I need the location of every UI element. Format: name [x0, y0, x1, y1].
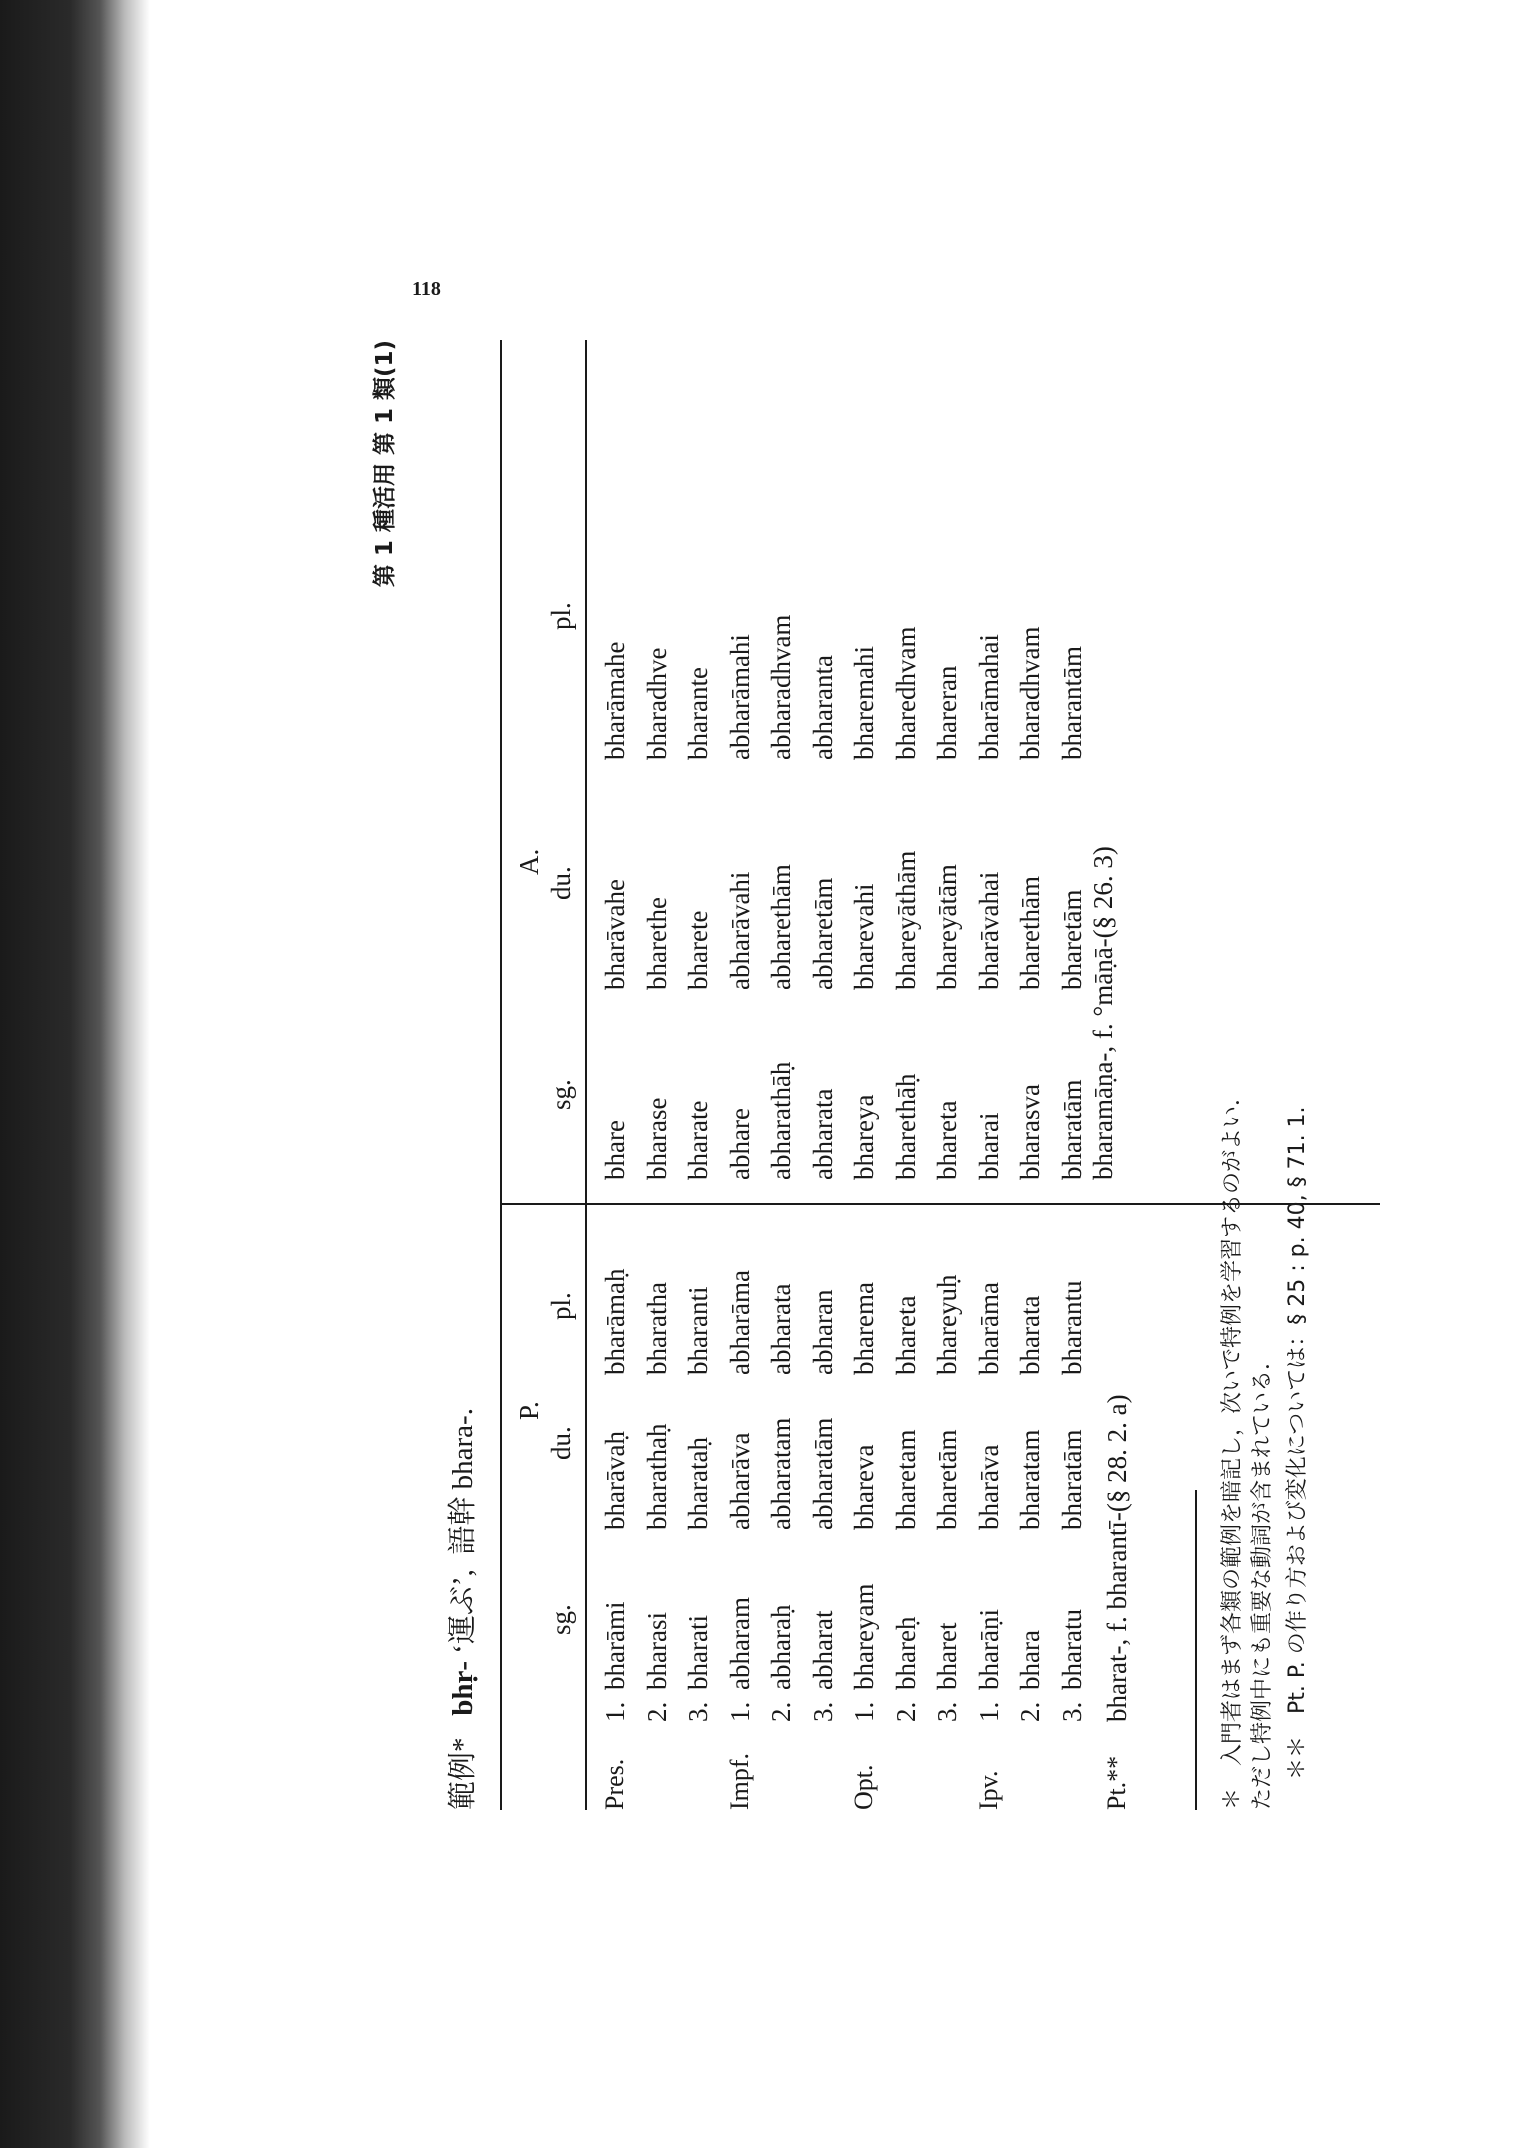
page-number: 118: [412, 278, 441, 300]
table-top-rule: [500, 340, 502, 1810]
form-a-pl: bharantām: [1056, 646, 1087, 760]
heading-root: bhṛ-: [447, 1660, 479, 1716]
person-number: 2.: [766, 1701, 796, 1722]
form-p-sg: bhareyam: [849, 1583, 879, 1690]
form-p-pl: bharanti: [683, 1286, 713, 1375]
footnote-line: ただし特例中にも重要な動詞が含まれている．: [1250, 1347, 1275, 1810]
form-p-du: abharāva: [724, 1432, 755, 1530]
person-number: 2.: [890, 1701, 921, 1722]
participle-p: bharat-, f. bharantī-(§ 28. 2. a): [1102, 1394, 1132, 1722]
form-p-sg: bharet: [932, 1622, 962, 1690]
form-a-pl: bhareran: [932, 665, 962, 760]
header-p-du: du.: [546, 1426, 576, 1460]
form-p-du: bharatām: [1056, 1429, 1087, 1530]
form-a-pl: bharadhve: [641, 647, 672, 760]
tense-label: Opt.: [849, 1764, 878, 1810]
form-a-sg: bharatām: [1056, 1079, 1087, 1180]
form-p-du: bharāva: [973, 1444, 1004, 1530]
form-p-du: bhareva: [849, 1444, 879, 1530]
form-p-du: abharatam: [766, 1417, 796, 1530]
person-number: 3.: [807, 1701, 838, 1722]
form-p-du: bharatam: [1015, 1429, 1045, 1530]
heading-stem: 語幹 bhara-.: [447, 1408, 479, 1555]
header-a-du: du.: [546, 866, 576, 900]
form-a-du: bharāvahai: [973, 871, 1004, 990]
form-a-du: bharethe: [641, 897, 672, 990]
form-p-sg: bharasi: [641, 1612, 672, 1690]
form-a-pl: bharemahi: [849, 646, 879, 760]
form-a-sg: bharethāḥ: [890, 1073, 921, 1180]
form-a-du: bharetām: [1056, 889, 1087, 990]
form-a-pl: abharadhvam: [766, 614, 796, 760]
form-p-du: bharāvaḥ: [600, 1431, 630, 1530]
form-p-pl: bharāmaḥ: [600, 1268, 630, 1375]
person-number: 1.: [973, 1701, 1004, 1722]
form-p-sg: bhareḥ: [890, 1616, 921, 1690]
form-p-sg: abharat: [807, 1610, 838, 1690]
running-head: 第 1 種活用 第 1 類(1): [372, 340, 398, 588]
form-p-sg: bharati: [683, 1615, 713, 1690]
header-p-sg: sg.: [546, 1604, 576, 1635]
form-p-pl: bhareta: [890, 1295, 921, 1375]
footnote-line: ＊＊ Pt. P. の作り方および変化については：§ 25 : p. 40, § 71. 1.: [1285, 1106, 1310, 1780]
section-heading: [440, 1408, 481, 1810]
heading-label: 範例*: [447, 1737, 479, 1810]
header-voice-a: A.: [514, 848, 544, 875]
form-a-sg: bhareta: [932, 1100, 962, 1180]
form-a-sg: bhareya: [849, 1094, 879, 1180]
form-p-sg: bhara: [1015, 1630, 1045, 1690]
header-a-sg: sg.: [546, 1079, 576, 1110]
form-a-sg: bharasva: [1015, 1084, 1045, 1180]
form-a-du: abharetām: [807, 877, 838, 990]
participle-label: Pt.**: [1102, 1755, 1131, 1810]
form-p-pl: bhareyuḥ: [932, 1274, 962, 1375]
header-a-pl: pl.: [546, 602, 576, 630]
form-p-pl: abharan: [807, 1289, 838, 1375]
tense-label: Pres.: [600, 1758, 629, 1810]
table-header-rule: [585, 340, 587, 1810]
person-number: 1.: [600, 1701, 630, 1722]
form-a-du: abharethām: [766, 864, 796, 990]
form-a-pl: abharāmahi: [724, 634, 755, 760]
form-p-sg: bharāmi: [600, 1601, 630, 1690]
form-a-du: bhareyātām: [932, 864, 962, 990]
person-number: 1.: [724, 1701, 755, 1722]
rotated-page-content: [280, 340, 1320, 1980]
form-p-pl: abharata: [766, 1283, 796, 1375]
form-a-du: abharāvahi: [724, 871, 755, 990]
form-p-du: bharetam: [890, 1429, 921, 1530]
form-a-pl: abharanta: [807, 655, 838, 760]
form-a-du: bharevahi: [849, 883, 879, 990]
footnote-rule: [1195, 1490, 1197, 1810]
form-p-sg: abharaḥ: [766, 1604, 796, 1690]
form-p-pl: bharantu: [1056, 1280, 1087, 1375]
form-a-du: bharāvahe: [600, 879, 630, 990]
form-p-pl: bharata: [1015, 1295, 1045, 1375]
form-p-du: bharathaḥ: [641, 1423, 672, 1530]
scan-binding-shadow: [0, 0, 150, 2148]
form-a-pl: bharedhvam: [890, 626, 921, 760]
form-p-pl: bharema: [849, 1282, 879, 1375]
form-a-du: bharethām: [1015, 876, 1045, 990]
form-a-sg: bharai: [973, 1112, 1004, 1180]
form-a-sg: abharata: [807, 1088, 838, 1180]
person-number: 3.: [683, 1701, 713, 1722]
person-number: 3.: [1056, 1701, 1087, 1722]
form-p-pl: bharatha: [641, 1282, 672, 1375]
person-number: 2.: [1015, 1701, 1045, 1722]
heading-gloss: ‘運ぶ’,: [447, 1569, 479, 1654]
form-a-sg: abhare: [724, 1108, 755, 1180]
form-p-pl: bharāma: [973, 1282, 1004, 1375]
person-number: 1.: [849, 1701, 879, 1722]
form-p-du: abharatām: [807, 1417, 838, 1530]
form-a-pl: bharāmahe: [600, 641, 630, 760]
footnote-line: ＊ 入門者はまず各類の範例を暗記し，次いで特例を学習するのがよい．: [1220, 1083, 1245, 1810]
voice-divider: [500, 1203, 1380, 1205]
form-p-pl: abharāma: [724, 1270, 755, 1375]
form-a-sg: abharathāḥ: [766, 1061, 796, 1180]
person-number: 2.: [641, 1701, 672, 1722]
tense-label: Impf.: [724, 1752, 754, 1810]
form-p-du: bharataḥ: [683, 1437, 713, 1530]
form-p-sg: bharāṇi: [973, 1609, 1004, 1690]
form-a-du: bhareyāthām: [890, 850, 921, 990]
form-a-pl: bharāmahai: [973, 634, 1004, 760]
form-p-sg: bharatu: [1056, 1609, 1087, 1690]
form-a-pl: bharante: [683, 667, 713, 760]
header-p-pl: pl.: [546, 1292, 576, 1320]
header-voice-p: P.: [514, 1401, 544, 1420]
form-a-du: bharete: [683, 910, 713, 990]
form-a-pl: bharadhvam: [1015, 626, 1045, 760]
form-p-du: bharetām: [932, 1429, 962, 1530]
form-a-sg: bhare: [600, 1120, 630, 1180]
form-p-sg: abharam: [724, 1597, 755, 1690]
tense-label: Ipv.: [973, 1770, 1003, 1810]
person-number: 3.: [932, 1701, 962, 1722]
form-a-sg: bharate: [683, 1100, 713, 1180]
form-a-sg: bharase: [641, 1097, 672, 1180]
participle-a: bharamāṇa-, f. °māṇā-(§ 26. 3): [1088, 846, 1118, 1180]
